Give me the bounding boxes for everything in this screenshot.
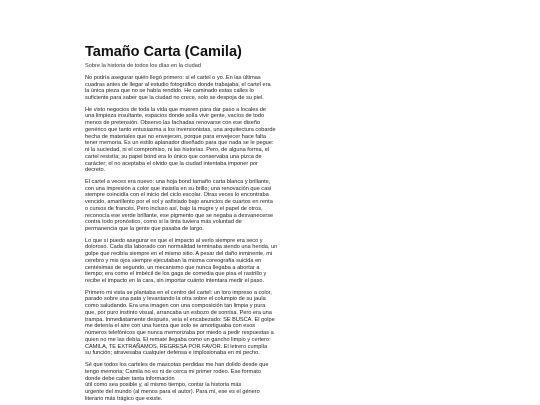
text-line: genérico que tanto entusiasma a los inversionistas, una arquitectura cobarde [85, 126, 276, 133]
text-line: o cursos de francés. Pero incluso así, bajo la mugre y el papel de otros, [85, 205, 263, 212]
text-line: tiempo; era como el imbécil de los gags de comedia que pisa el rastrillo y [85, 271, 267, 278]
paragraph-6 [85, 362, 450, 403]
paragraph-1 [85, 75, 450, 102]
text-line: me detenía el aire con una fuerza que solo se amortiguaba con esos [85, 323, 256, 330]
text-line: urgente del mundo (al menos para el autor). Para mí, ese es el género [85, 389, 260, 396]
page-subtitle: Sobre la historia de todos los días en la ciudad [85, 63, 201, 69]
text-line: suficiente para saber que la ciudad no crece, solo se despoja de su piel. [85, 95, 264, 102]
text-line: centésimas de segundo, un mecanismo que nunca llegaba a abortar a [85, 264, 260, 271]
text-line: literario más trágico que existe. [85, 395, 163, 402]
text-line: carácter; el no aceptaba el olvido que la ciudad intentaba imponer por [85, 160, 258, 167]
text-line: con una impresión a color que insistía en su brillo; una renovación que casi [85, 185, 272, 192]
text-line: útil como sea posible y, al mismo tiempo, contar la historia más [85, 382, 242, 389]
text-line: donde debe caber tanta información [85, 375, 175, 382]
text-line: golpe que recibía siempre en el mismo sitio. A pesar del daño inminente, mi [85, 251, 273, 258]
text-line: ni la suciedad, ni el compromiso, ni las historias. Pero, de alguna forma, el [85, 147, 270, 154]
text-line: números telefónicos que nunca memorizaba por miedo a pedir respuestas a [85, 330, 274, 337]
text-line: la única pieza que no se había rendido. He caminado estas calles lo [85, 88, 254, 95]
text-line: Primero mi vista se plantaba en el centro del cartel: un loro impreso a color, [85, 289, 272, 296]
text-line: Sé que todos los carteles de mascotas perdidas me han dolido desde que [85, 362, 269, 369]
paragraph-4 [85, 238, 450, 285]
text-line: contra todo pronóstico, como si la tinta tuviera más voluntad de [85, 219, 242, 226]
text-line: decreto. [85, 167, 106, 174]
text-line: quien no me las debía. El remate llegaba como un gancho limpio y certero: [85, 336, 271, 343]
text-line: una limpieza insultante, espacios donde solía vivir gente, vacíos de todo [85, 113, 265, 120]
text-line: reconocía ese verde brillante, ese pigmento que se negaba a desvanecerse [85, 212, 274, 219]
paragraph-5 [85, 290, 450, 358]
text-line: permanencia que la gente que pasaba de largo. [85, 226, 204, 233]
document-page [85, 0, 450, 403]
paragraph-2 [85, 107, 450, 175]
text-line: cuadras antes de llegar al estudio fotográfico donde trabajaba, el cartel era [85, 81, 271, 88]
text-line: parado sobre una pata y levantando la otra sobre el columpio de su jaula [85, 296, 266, 303]
text-line: trampa. Inmediatamente después, veía el encabezado: SE BUSCA. El golpe [85, 316, 275, 323]
text-line: doloroso. Cada día laborado con normalidad terminaba siendo una herida, un [85, 244, 278, 251]
text-line: He visto negocios de toda la vida que mueren para dar paso a locales de [85, 106, 266, 113]
text-line: No podría asegurar quién llegó primero: si el cartel o yo. En las últimas [85, 74, 261, 81]
text-line: su función; atravesaba cualquier defensa e implosionaba en mi pecho. [85, 350, 260, 357]
text-line: tener memoria. Es un estilo aplanador diseñado para que nada se le pegue: [85, 140, 274, 147]
paragraph-3 [85, 179, 450, 233]
text-line: El cartel a veces era nuevo: una hoja bond tamaño carta blanca y brillante, [85, 178, 271, 185]
text-line: siempre coincidía con el inicio del ciclo escolar. Otras veces lo encontraba [85, 192, 269, 199]
text-line: cartel resistía; su papel bond era lo único que conservaba una pizca de [85, 153, 262, 160]
text-line: vencido, amarillento por el sol y asfixiado bajo anuncios de cuartos en renta [85, 199, 273, 206]
text-line: hecha de materiales que no envejecen, porque para envejecer hace falta [85, 133, 266, 140]
text-line: como saludando. Era una imagen con una composición tan limpia y pura [85, 303, 266, 310]
text-line: Lo que sí puedo asegurar es que el impacto al verlo siempre era seco y [85, 237, 263, 244]
text-line: CAMILA, TE EXTRAÑAMOS, REGRESA POR FAVOR. El letrero cumplía [85, 343, 268, 350]
text-line: cerebro y mis ojos siempre ejecutaban la misma coreografía suicida en [85, 257, 262, 264]
text-line: que, por puro instinto visual, arrancaba un esbozo de sonrisa. Pero era una [85, 309, 272, 316]
page-title: Tamaño Carta (Camila) [85, 44, 242, 60]
text-line: menos de pretensión. Observo las fachadas renovarse con ese diseño [85, 120, 261, 127]
text-line: tengo memoria; Camila no es ni de cerca mi primer rodeo. Ese formato [85, 368, 261, 375]
text-line: recibe el impacto en la cara, sin importar cuánto intentara medir el paso. [85, 278, 265, 285]
